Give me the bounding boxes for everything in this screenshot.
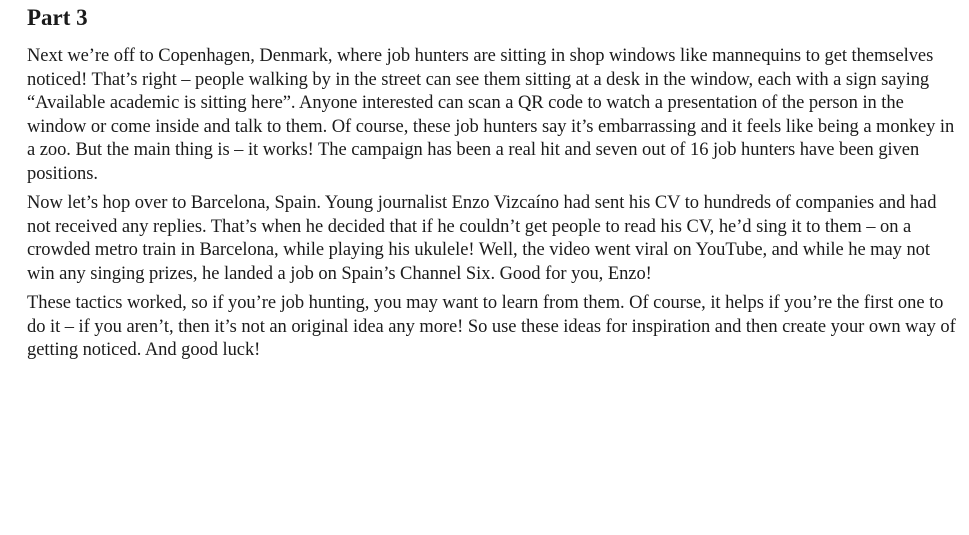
paragraph-copenhagen: Next we’re off to Copenhagen, Denmark, where job hunters are sitting in shop windows like mannequins to get themselves noticed! That’s right – people walking by in the street can see them sitting at a desk in the window, each with a sign saying “Available academic is sitting here”. Anyone interested can scan a QR code to watch a presentation of the person in the window or come inside and talk to them. Of course, these job hunters say it’s embarrassing and it feels like being a monkey in a zoo. But the main thing is – it works! The campaign has been a real hit and seven out of 16 job hunters have been given positions. bbox=[27, 46, 955, 184]
document-body bbox=[27, 2, 957, 369]
paragraph-conclusion: These tactics worked, so if you’re job hunting, you may want to learn from them. Of course, it helps if you’re the first one to do it – if you aren’t, then it’s not an original idea any more! So use these ideas for inspiration and then create your own way of getting noticed. And good luck! bbox=[27, 293, 956, 360]
section-heading: Part 3 bbox=[27, 5, 88, 30]
paragraph-barcelona: Now let’s hop over to Barcelona, Spain. Young journalist Enzo Vizcaíno had sent his CV to hundreds of companies and had not received any replies. That’s when he decided that if he couldn’t get people to read his CV, he’d sing it to them – on a crowded metro train in Barcelona, while playing his ukulele! Well, the video went viral on YouTube, and while he may not win any singing prizes, he landed a job on Spain’s Channel Six. Good for you, Enzo! bbox=[27, 193, 937, 284]
